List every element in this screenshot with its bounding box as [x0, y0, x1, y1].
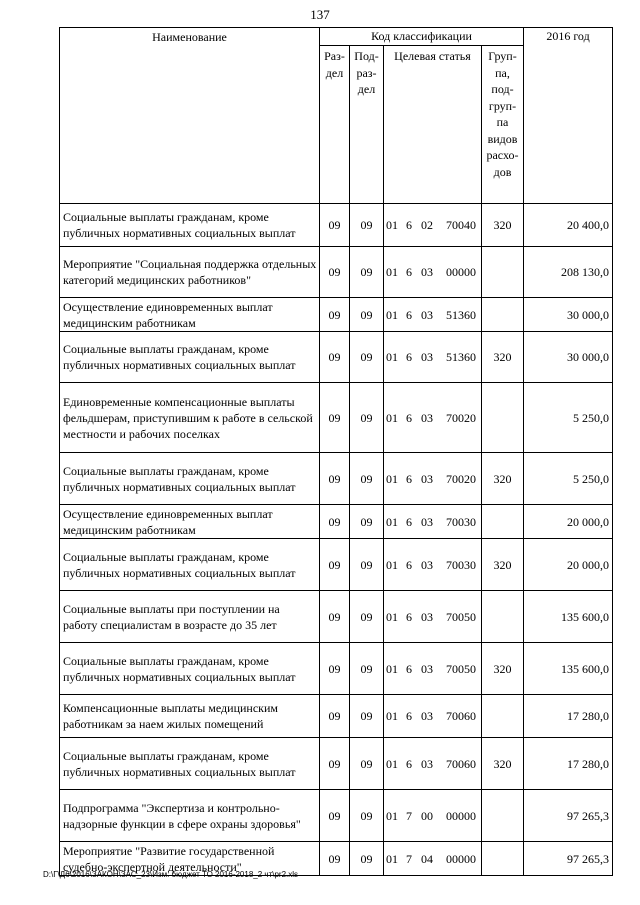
row-target — [384, 247, 482, 298]
target-subprogram: 6 — [406, 514, 412, 529]
row-amount: 5 250,0 — [524, 453, 613, 505]
row-target — [384, 539, 482, 591]
row-target — [384, 591, 482, 643]
row-name: Социальные выплаты гражданам, кроме публичных нормативных социальных выплат — [60, 738, 320, 790]
row-amount: 5 250,0 — [524, 383, 613, 453]
row-subsection: 09 — [350, 643, 384, 695]
row-subsection: 09 — [350, 842, 384, 876]
target-subprogram: 6 — [406, 410, 412, 425]
row-subsection: 09 — [350, 204, 384, 247]
row-section: 09 — [320, 204, 350, 247]
header-section: Раз- дел — [320, 46, 350, 204]
row-amount: 17 280,0 — [524, 738, 613, 790]
row-name: Социальные выплаты гражданам, кроме публичных нормативных социальных выплат — [60, 539, 320, 591]
row-section: 09 — [320, 790, 350, 842]
target-measure: 03 — [421, 307, 433, 322]
target-direction: 70050 — [446, 609, 476, 624]
target-direction: 00000 — [446, 265, 476, 279]
table-row — [60, 298, 613, 332]
target-direction: 51360 — [446, 307, 476, 322]
target-program: 01 — [386, 609, 398, 624]
row-section: 09 — [320, 298, 350, 332]
row-subsection: 09 — [350, 247, 384, 298]
row-name: Мероприятие "Развитие государственной судебно-экспертной деятельности" — [60, 842, 320, 876]
row-subsection: 09 — [350, 695, 384, 738]
header-name: Наименование — [60, 28, 320, 204]
row-name: Социальные выплаты гражданам, кроме публичных нормативных социальных выплат — [60, 204, 320, 247]
target-measure: 02 — [421, 218, 433, 232]
row-section: 09 — [320, 247, 350, 298]
target-program: 01 — [386, 808, 398, 823]
row-subsection: 09 — [350, 738, 384, 790]
table-row — [60, 453, 613, 505]
target-program: 01 — [386, 307, 398, 322]
target-program: 01 — [386, 557, 398, 572]
table-row — [60, 790, 613, 842]
row-name: Осуществление единовременных выплат медицинским работникам — [60, 298, 320, 332]
row-name: Мероприятие "Социальная поддержка отдельных категорий медицинских работников" — [60, 247, 320, 298]
row-section: 09 — [320, 539, 350, 591]
target-program: 01 — [386, 471, 398, 486]
row-name: Социальные выплаты при поступлении на работу специалистам в возрасте до 35 лет — [60, 591, 320, 643]
target-measure: 03 — [421, 265, 433, 279]
row-name: Подпрограмма "Экспертиза и контрольно-надзорные функции в сфере охраны здоровья" — [60, 790, 320, 842]
budget-table — [59, 27, 613, 876]
row-amount: 20 000,0 — [524, 505, 613, 539]
table-row — [60, 643, 613, 695]
row-expense-group: 320 — [482, 539, 524, 591]
target-subprogram: 6 — [406, 350, 412, 364]
row-name: Социальные выплаты гражданам, кроме публичных нормативных социальных выплат — [60, 643, 320, 695]
row-amount: 135 600,0 — [524, 591, 613, 643]
row-target — [384, 738, 482, 790]
target-measure: 03 — [421, 756, 433, 771]
row-target — [384, 505, 482, 539]
table-row — [60, 332, 613, 383]
row-amount: 20 000,0 — [524, 539, 613, 591]
row-subsection: 09 — [350, 332, 384, 383]
target-direction: 51360 — [446, 350, 476, 364]
row-name: Осуществление единовременных выплат медицинским работникам — [60, 505, 320, 539]
table-row — [60, 539, 613, 591]
row-subsection: 09 — [350, 298, 384, 332]
row-amount: 97 265,3 — [524, 790, 613, 842]
row-name: Социальные выплаты гражданам, кроме публичных нормативных социальных выплат — [60, 453, 320, 505]
target-direction: 70050 — [446, 661, 476, 676]
target-program: 01 — [386, 661, 398, 676]
target-measure: 00 — [421, 808, 433, 823]
target-program: 01 — [386, 218, 398, 232]
row-target — [384, 790, 482, 842]
table-row — [60, 505, 613, 539]
target-direction: 70020 — [446, 471, 476, 486]
file-path-footer: D:\Г\Д6\2016\ЗАКОН\ЗАС_23\Изм. бюджет ТО 2016-2018_2 чт\pr2.xls — [43, 870, 299, 879]
row-target — [384, 453, 482, 505]
target-measure: 03 — [421, 709, 433, 723]
row-amount: 135 600,0 — [524, 643, 613, 695]
row-section: 09 — [320, 695, 350, 738]
row-section: 09 — [320, 383, 350, 453]
target-subprogram: 7 — [406, 808, 412, 823]
target-direction: 00000 — [446, 851, 476, 866]
target-subprogram: 7 — [406, 851, 412, 866]
row-target — [384, 298, 482, 332]
row-expense-group — [482, 591, 524, 643]
row-expense-group: 320 — [482, 453, 524, 505]
row-target — [384, 383, 482, 453]
row-target — [384, 643, 482, 695]
header-group: Груп- па, под- груп- па видов расхо- дов — [482, 46, 524, 204]
target-direction: 70040 — [446, 218, 476, 232]
table-row — [60, 591, 613, 643]
row-subsection: 09 — [350, 383, 384, 453]
row-subsection: 09 — [350, 539, 384, 591]
row-expense-group: 320 — [482, 643, 524, 695]
row-expense-group — [482, 842, 524, 876]
table-row — [60, 738, 613, 790]
target-subprogram: 6 — [406, 307, 412, 322]
target-measure: 03 — [421, 410, 433, 425]
target-direction: 70030 — [446, 514, 476, 529]
row-amount: 30 000,0 — [524, 298, 613, 332]
target-direction: 70060 — [446, 709, 476, 723]
row-expense-group: 320 — [482, 204, 524, 247]
row-expense-group — [482, 383, 524, 453]
row-subsection: 09 — [350, 505, 384, 539]
table-row — [60, 383, 613, 453]
target-subprogram: 6 — [406, 218, 412, 232]
row-subsection: 09 — [350, 591, 384, 643]
row-amount: 30 000,0 — [524, 332, 613, 383]
row-section: 09 — [320, 453, 350, 505]
row-name: Социальные выплаты гражданам, кроме публичных нормативных социальных выплат — [60, 332, 320, 383]
row-target — [384, 332, 482, 383]
row-expense-group — [482, 247, 524, 298]
target-direction: 70020 — [446, 410, 476, 425]
row-amount: 97 265,3 — [524, 842, 613, 876]
target-subprogram: 6 — [406, 709, 412, 723]
target-measure: 03 — [421, 471, 433, 486]
row-expense-group: 320 — [482, 738, 524, 790]
target-program: 01 — [386, 709, 398, 723]
target-measure: 03 — [421, 609, 433, 624]
header-target: Целевая статья — [384, 46, 482, 204]
target-program: 01 — [386, 410, 398, 425]
target-measure: 03 — [421, 350, 433, 364]
header-subsection: Под- раз- дел — [350, 46, 384, 204]
row-expense-group — [482, 695, 524, 738]
row-target — [384, 204, 482, 247]
target-measure: 04 — [421, 851, 433, 866]
table-row — [60, 247, 613, 298]
target-measure: 03 — [421, 514, 433, 529]
target-subprogram: 6 — [406, 557, 412, 572]
header-classification: Код классификации — [320, 28, 524, 46]
target-subprogram: 6 — [406, 609, 412, 624]
target-subprogram: 6 — [406, 661, 412, 676]
target-subprogram: 6 — [406, 265, 412, 279]
row-section: 09 — [320, 332, 350, 383]
row-target — [384, 695, 482, 738]
target-program: 01 — [386, 265, 398, 279]
row-expense-group: 320 — [482, 332, 524, 383]
row-target — [384, 842, 482, 876]
row-section: 09 — [320, 591, 350, 643]
row-subsection: 09 — [350, 790, 384, 842]
row-section: 09 — [320, 505, 350, 539]
target-program: 01 — [386, 756, 398, 771]
row-amount: 20 400,0 — [524, 204, 613, 247]
row-name: Компенсационные выплаты медицинским работникам за наем жилых помещений — [60, 695, 320, 738]
target-direction: 00000 — [446, 808, 476, 823]
target-subprogram: 6 — [406, 756, 412, 771]
row-section: 09 — [320, 643, 350, 695]
row-subsection: 09 — [350, 453, 384, 505]
row-section: 09 — [320, 738, 350, 790]
target-direction: 70030 — [446, 557, 476, 572]
target-measure: 03 — [421, 557, 433, 572]
table-row — [60, 695, 613, 738]
target-measure: 03 — [421, 661, 433, 676]
target-program: 01 — [386, 851, 398, 866]
row-name: Единовременные компенсационные выплаты фельдшерам, приступившим к работе в сельской местности и рабочих поселках — [60, 383, 320, 453]
table-row — [60, 204, 613, 247]
row-expense-group — [482, 790, 524, 842]
header-year: 2016 год — [524, 28, 613, 204]
page-number: 137 — [310, 7, 330, 22]
target-program: 01 — [386, 350, 398, 364]
row-amount: 17 280,0 — [524, 695, 613, 738]
row-amount: 208 130,0 — [524, 247, 613, 298]
target-subprogram: 6 — [406, 471, 412, 486]
target-program: 01 — [386, 514, 398, 529]
row-expense-group — [482, 298, 524, 332]
row-section: 09 — [320, 842, 350, 876]
target-direction: 70060 — [446, 756, 476, 771]
row-expense-group — [482, 505, 524, 539]
